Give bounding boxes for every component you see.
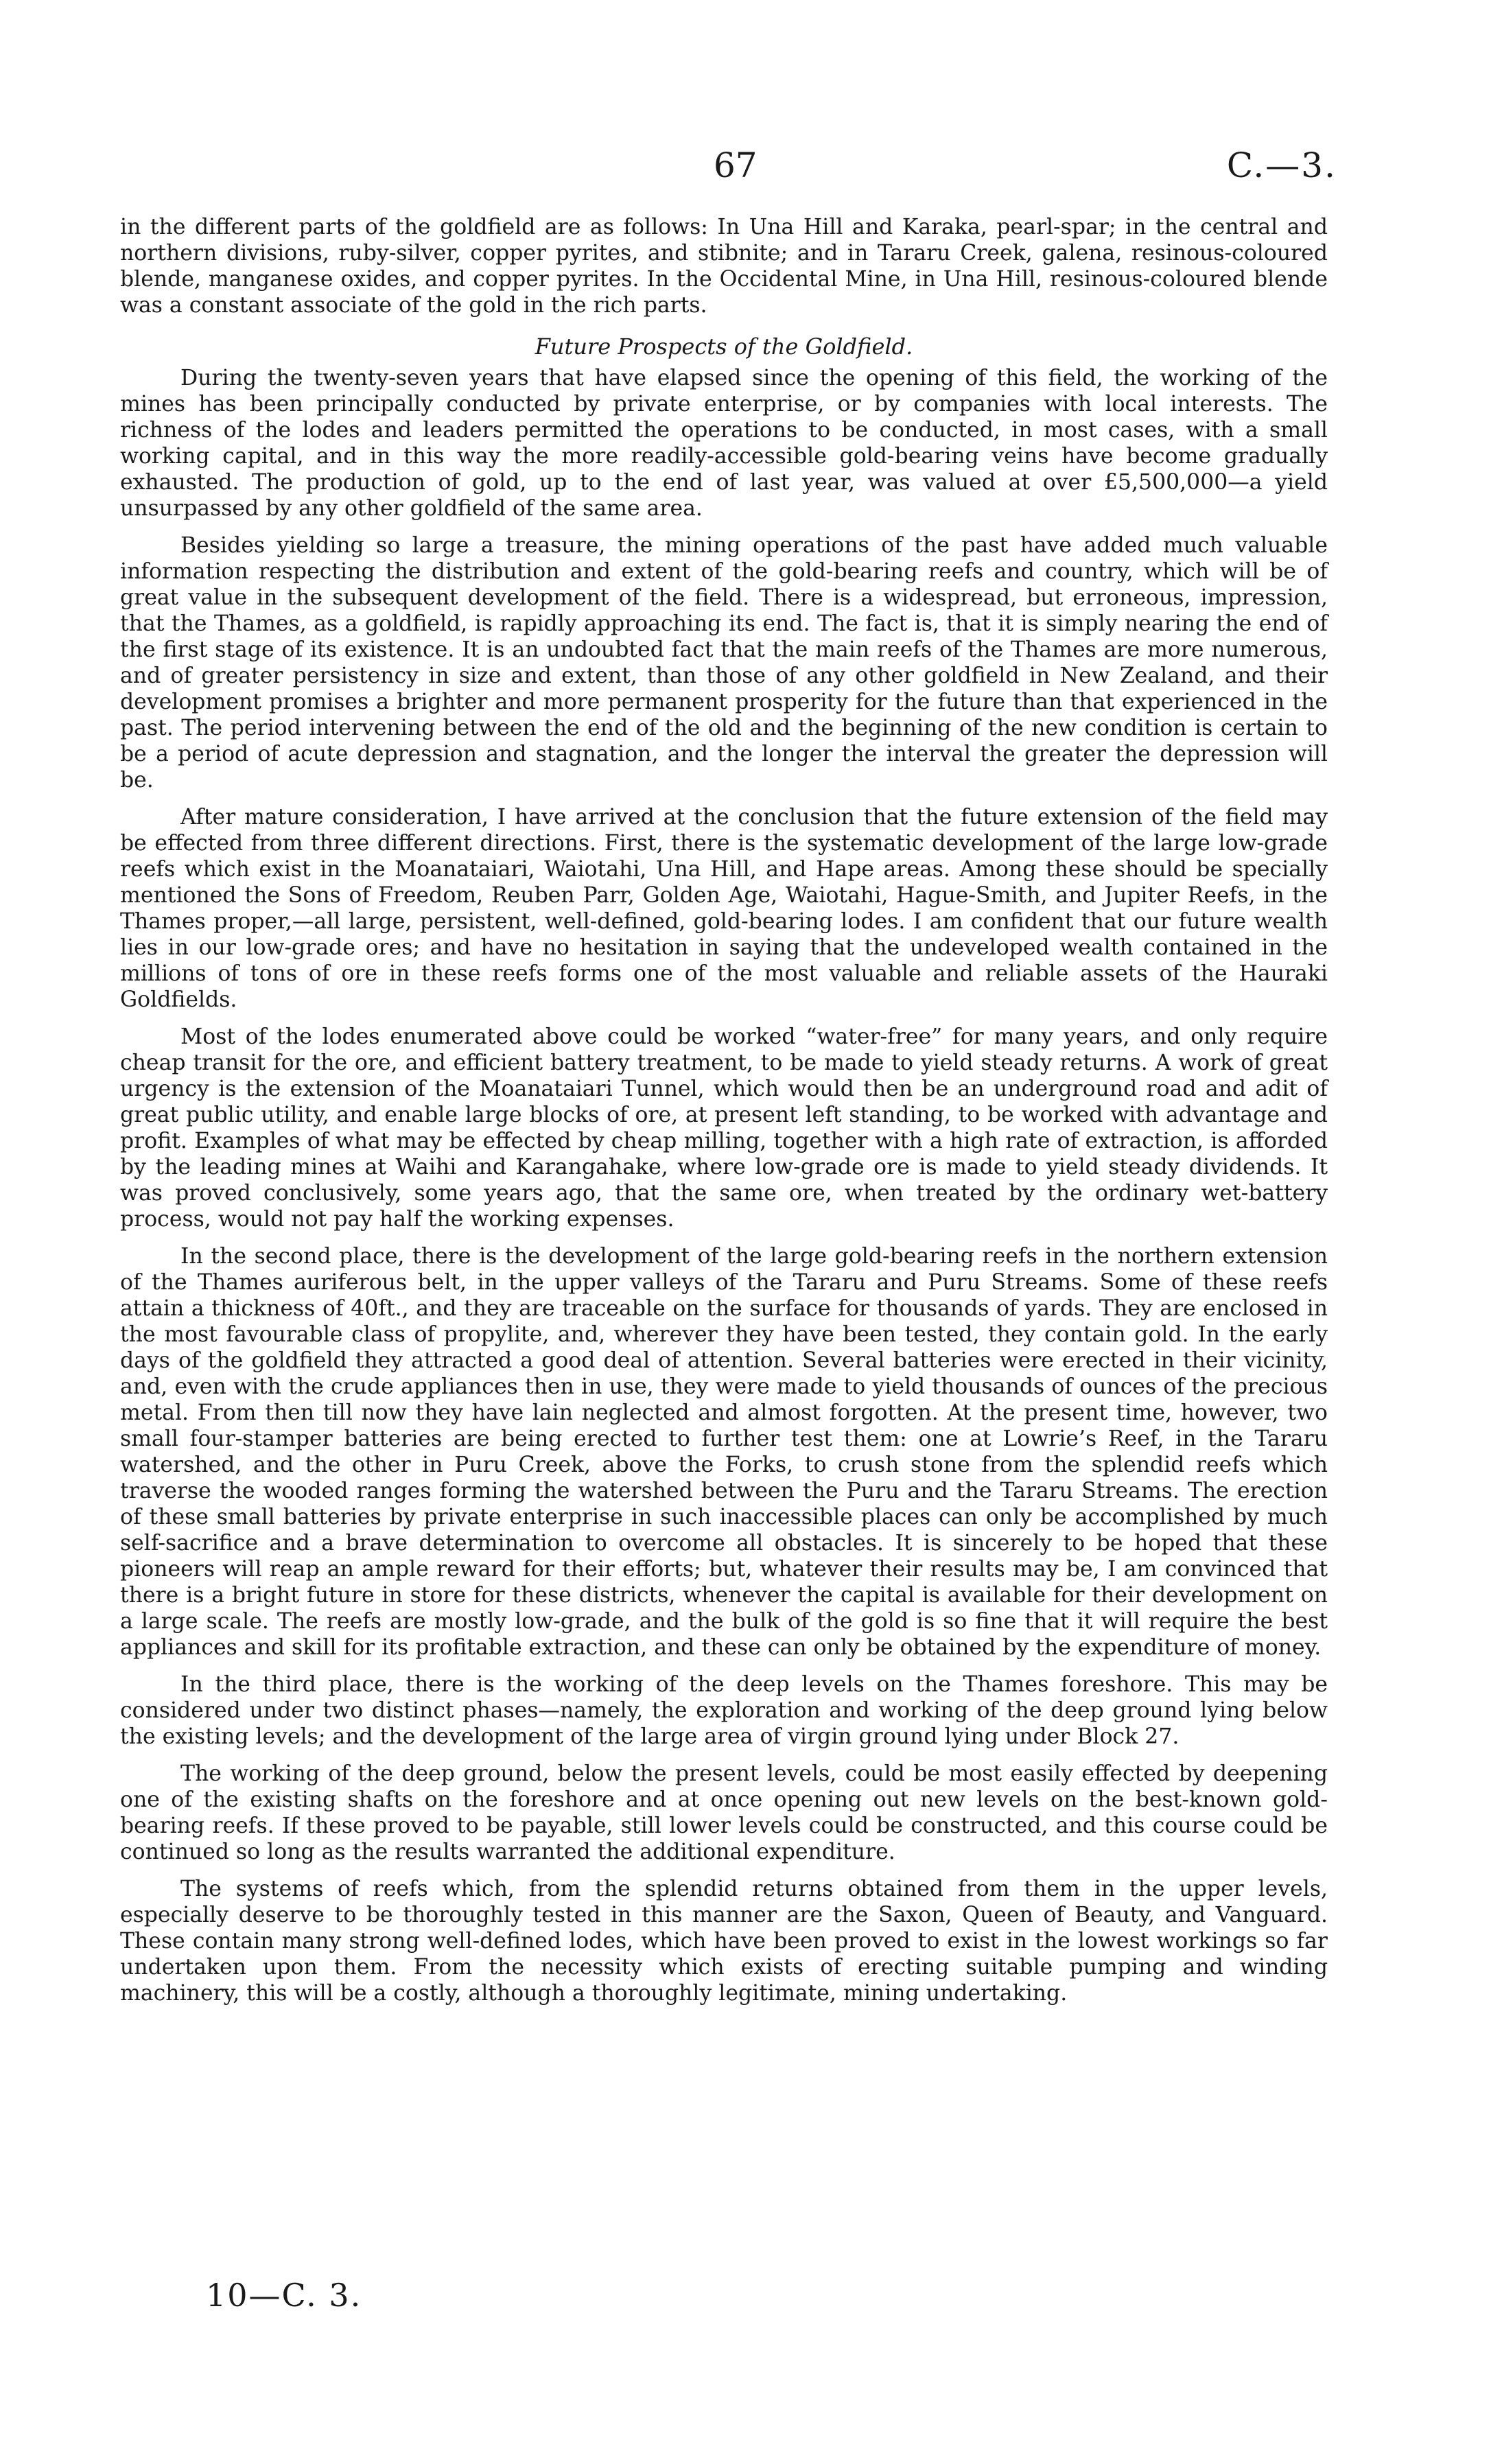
paragraph: In the third place, there is the working of the deep levels on the Thames foreshore. This may be considered under two distinct phases—namely, the exploration and working of the deep ground lying below the existing levels; and the development of the large area of virgin ground lying under Block 27. — [120, 1672, 1328, 1749]
body-text — [120, 214, 1328, 2017]
paragraph: Most of the lodes enumerated above could be worked “water-free” for many years, and only require cheap transit for the ore, and efficient battery treatment, to be made to yield steady returns. A work of great urgency is the extension of the Moanataiari Tunnel, which would then be an underground road and adit of great public utility, and enable large blocks of ore, at present left standing, to be worked with advantage and profit. Examples of what may be effected by cheap milling, together with a high rate of extraction, is afforded by the leading mines at Waihi and Karangahake, where low-grade ore is made to yield steady dividends. It was proved conclusively, some years ago, that the same ore, when treated by the ordinary wet-battery process, would not pay half the working expenses. — [120, 1024, 1328, 1232]
paragraph: The working of the deep ground, below the present levels, could be most easily effected by deepening one of the existing shafts on the foreshore and at once opening out new levels on the best-known gold-bearing reefs. If these proved to be payable, still lower levels could be constructed, and this course could be continued so long as the results warranted the additional expenditure. — [120, 1761, 1328, 1864]
paragraph: After mature consideration, I have arrived at the conclusion that the future extension of the field may be effected from three different directions. First, there is the systematic development of the large low-grade reefs which exist in the Moanataiari, Waiotahi, Una Hill, and Hape areas. Among these should be specially mentioned the Sons of Freedom, Reuben Parr, Golden Age, Waiotahi, Hague-Smith, and Jupiter Reefs, in the Thames proper,—all large, persistent, well-defined, gold-bearing lodes. I am confident that our future wealth lies in our low-grade ores; and have no hesitation in saying that the undeveloped wealth contained in the millions of tons of ore in these reefs forms one of the most valuable and reliable assets of the Hauraki Goldfields. — [120, 805, 1328, 1012]
footer-signature: 10—C. 3. — [206, 2277, 362, 2314]
section-heading: Future Prospects of the Goldfield. — [535, 333, 913, 360]
paragraph: Besides yielding so large a treasure, the mining operations of the past have added much valuable information respecting the distribution and extent of the gold-bearing reefs and country, which will be of great value in the subsequent development of the field. There is a widespread, but erroneous, impression, that the Thames, as a goldfield, is rapidly approaching its end. The fact is, that it is simply nearing the end of the first stage of its existence. It is an undoubted fact that the main reefs of the Thames are more numerous, and of greater persistency in size and extent, than those of any other goldfield in New Zealand, and their development promises a brighter and more permanent prosperity for the future than that experienced in the past. The period intervening between the end of the old and the beginning of the new condition is certain to be a period of acute depression and stagnation, and the longer the interval the greater the depression will be. — [120, 533, 1328, 793]
paragraph: During the twenty-seven years that have elapsed since the opening of this field, the working of the mines has been principally conducted by private enterprise, or by companies with local interests. The richness of the lodes and leaders permitted the operations to be conducted, in most cases, with a small working capital, and in this way the more readily-accessible gold-bearing veins have become gradually exhausted. The production of gold, up to the end of last year, was valued at over £5,500,000—a yield unsurpassed by any other goldfield of the same area. — [120, 366, 1328, 521]
paragraph: The systems of reefs which, from the splendid returns obtained from them in the upper levels, especially deserve to be thoroughly tested in this manner are the Saxon, Queen of Beauty, and Vanguard. These contain many strong well-defined lodes, which have been proved to exist in the lowest workings so far undertaken upon them. From the necessity which exists of erecting suitable pumping and winding machinery, this will be a costly, although a thoroughly legitimate, mining undertaking. — [120, 1877, 1328, 2006]
page-number: 67 — [714, 145, 758, 185]
paragraph: In the second place, there is the development of the large gold-bearing reefs in the northern extension of the Thames auriferous belt, in the upper valleys of the Tararu and Puru Streams. Some of these reefs attain a thickness of 40ft., and they are traceable on the surface for thousands of yards. They are enclosed in the most favourable class of propylite, and, wherever they have been tested, they contain gold. In the early days of the goldfield they attracted a good deal of attention. Several batteries were erected in their vicinity, and, even with the crude appliances then in use, they were made to yield thousands of ounces of the precious metal. From then till now they have lain neglected and almost forgotten. At the present time, however, two small four-stamper batteries are being erected to further test them: one at Lowrie’s Reef, in the Tararu watershed, and the other in Puru Creek, above the Forks, to crush stone from the splendid reefs which traverse the wooded ranges forming the watershed between the Puru and the Tararu Streams. The erection of these small batteries by private enterprise in such inaccessible places can only be accomplished by much self-sacrifice and a brave determination to overcome all obstacles. It is sincerely to be hoped that these pioneers will reap an ample reward for their efforts; but, whatever their results may be, I am convinced that there is a bright future in store for these districts, whenever the capital is available for their development on a large scale. The reefs are mostly low-grade, and the bulk of the gold is so fine that it will require the best appliances and skill for its profitable extraction, and these can only be obtained by the expenditure of money. — [120, 1244, 1328, 1660]
page-header — [0, 145, 1491, 193]
paragraph: in the different parts of the goldfield are as follows: In Una Hill and Karaka, pearl-spar; in the central and northern divisions, ruby-silver, copper pyrites, and stibnite; and in Tararu Creek, galena, resinous-coloured blende, manganese oxides, and copper pyrites. In the Occidental Mine, in Una Hill, resinous-coloured blende was a constant associate of the gold in the rich parts. — [120, 215, 1328, 318]
document-reference: C.—3. — [1226, 145, 1337, 185]
